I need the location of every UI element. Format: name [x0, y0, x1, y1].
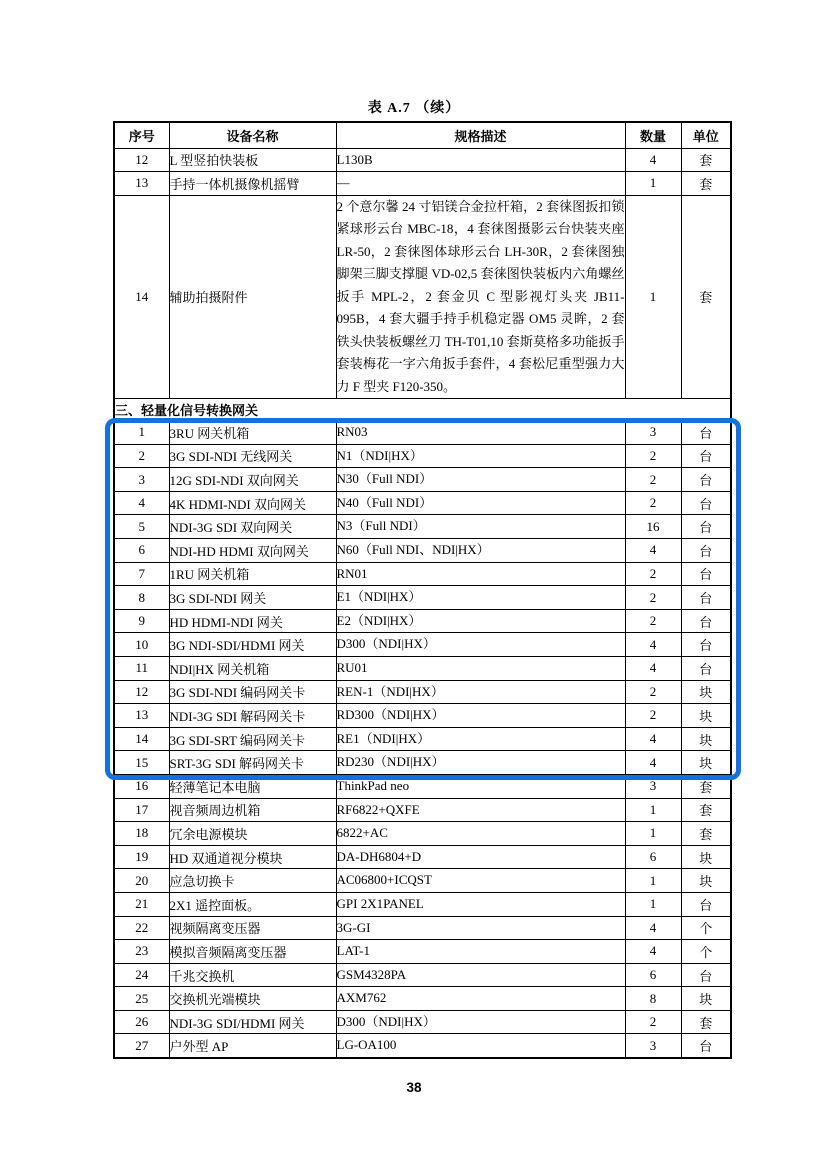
cell-name: NDI-3G SDI 双向网关	[169, 515, 336, 539]
table-row	[114, 845, 731, 869]
cell-name: 应急切换卡	[169, 869, 336, 893]
cell-name: 12G SDI-NDI 双向网关	[169, 468, 336, 492]
table-row	[114, 774, 731, 798]
table-row	[114, 421, 731, 445]
table-row	[114, 468, 731, 492]
cell-unit: 台	[681, 444, 731, 468]
cell-no: 8	[114, 586, 169, 610]
cell-spec: LG-OA100	[336, 1034, 625, 1058]
cell-unit: 台	[681, 1034, 731, 1058]
cell-qty: 4	[625, 916, 681, 940]
cell-spec: D300（NDI|HX）	[336, 1010, 625, 1034]
cell-unit: 套	[681, 798, 731, 822]
column-header-qty: 数量	[625, 122, 681, 148]
table-row	[114, 172, 731, 196]
cell-spec: ThinkPad neo	[336, 774, 625, 798]
cell-name: 交换机光端模块	[169, 987, 336, 1011]
cell-qty: 2	[625, 704, 681, 728]
cell-unit: 套	[681, 822, 731, 846]
cell-spec: RE1（NDI|HX）	[336, 727, 625, 751]
cell-qty: 4	[625, 751, 681, 775]
cell-no: 7	[114, 562, 169, 586]
page-number: 38	[406, 1080, 422, 1095]
cell-no: 11	[114, 656, 169, 680]
cell-no: 13	[114, 172, 169, 196]
cell-no: 12	[114, 148, 169, 172]
table-row	[114, 892, 731, 916]
cell-spec: AC06800+ICQST	[336, 869, 625, 893]
cell-qty: 4	[625, 633, 681, 657]
table-title: 表 A.7 （续）	[367, 101, 461, 116]
cell-name: 辅助拍摄附件	[169, 195, 336, 398]
column-header-name: 设备名称	[169, 122, 336, 148]
cell-no: 19	[114, 845, 169, 869]
cell-qty: 2	[625, 680, 681, 704]
cell-name: 手持一体机摄像机摇臂	[169, 172, 336, 196]
cell-qty: 2	[625, 444, 681, 468]
cell-qty: 2	[625, 586, 681, 610]
cell-qty: 1	[625, 195, 681, 398]
cell-unit: 块	[681, 727, 731, 751]
cell-spec: GSM4328PA	[336, 963, 625, 987]
table-row	[114, 680, 731, 704]
cell-name: 视频隔离变压器	[169, 916, 336, 940]
cell-no: 4	[114, 491, 169, 515]
cell-spec: L130B	[336, 148, 625, 172]
table-row	[114, 704, 731, 728]
cell-name: 3G SDI-NDI 无线网关	[169, 444, 336, 468]
cell-qty: 1	[625, 822, 681, 846]
cell-spec: RD300（NDI|HX）	[336, 704, 625, 728]
cell-no: 12	[114, 680, 169, 704]
cell-name: 2X1 遥控面板。	[169, 892, 336, 916]
cell-spec: AXM762	[336, 987, 625, 1011]
cell-name: L 型竖拍快装板	[169, 148, 336, 172]
rows-bottom	[114, 774, 731, 1058]
cell-spec: REN-1（NDI|HX）	[336, 680, 625, 704]
cell-unit: 台	[681, 539, 731, 563]
table-row	[114, 798, 731, 822]
cell-name: NDI-3G SDI/HDMI 网关	[169, 1010, 336, 1034]
cell-qty: 6	[625, 845, 681, 869]
cell-no: 1	[114, 421, 169, 445]
table-row	[114, 1034, 731, 1058]
cell-unit: 个	[681, 940, 731, 964]
rows-top	[114, 148, 731, 399]
cell-spec: 2 个意尔馨 24 寸铝镁合金拉杆箱，2 套徕图扳扣锁紧球形云台 MBC-18，4 套徕图摄影云台快装夹座 LR-50，2 套徕图体球形云台 LH-30R，2 套徕图独脚架三脚支撑腿 VD-02,5 套徕图快装板内六角螺丝扳手 MPL-2，2 套金贝 C 型影视灯头夹 JB11-095B，4 套大疆手持手机稳定器 OM5 灵眸，2 套铁头快装板螺丝刀 TH-T01,10 套斯莫格多功能扳手套装梅花一字六角扳手套件，4 套松尼重型强力大力 F 型夹 F120-350。	[336, 195, 625, 398]
cell-no: 6	[114, 539, 169, 563]
cell-no: 15	[114, 751, 169, 775]
cell-qty: 3	[625, 1034, 681, 1058]
cell-no: 14	[114, 195, 169, 398]
cell-qty: 3	[625, 421, 681, 445]
cell-unit: 台	[681, 468, 731, 492]
table-row	[114, 586, 731, 610]
table-row	[114, 491, 731, 515]
cell-no: 23	[114, 940, 169, 964]
cell-unit: 台	[681, 633, 731, 657]
column-header-no: 序号	[114, 122, 169, 148]
table-row	[114, 656, 731, 680]
cell-unit: 套	[681, 148, 731, 172]
section-header: 三、轻量化信号转换网关	[114, 399, 731, 421]
cell-unit: 台	[681, 609, 731, 633]
cell-no: 22	[114, 916, 169, 940]
table-row	[114, 963, 731, 987]
cell-name: 4K HDMI-NDI 双向网关	[169, 491, 336, 515]
cell-unit: 台	[681, 656, 731, 680]
section-header-row	[114, 399, 731, 421]
cell-qty: 6	[625, 963, 681, 987]
cell-name: 3G NDI-SDI/HDMI 网关	[169, 633, 336, 657]
cell-spec: RD230（NDI|HX）	[336, 751, 625, 775]
cell-spec: N1（NDI|HX）	[336, 444, 625, 468]
table-row	[114, 562, 731, 586]
cell-spec: N30（Full NDI）	[336, 468, 625, 492]
cell-unit: 块	[681, 987, 731, 1011]
cell-spec: N60（Full NDI、NDI|HX）	[336, 539, 625, 563]
cell-no: 17	[114, 798, 169, 822]
section-header-group	[114, 399, 731, 421]
cell-spec: RN01	[336, 562, 625, 586]
cell-qty: 16	[625, 515, 681, 539]
cell-no: 24	[114, 963, 169, 987]
table-row	[114, 633, 731, 657]
cell-spec: E2（NDI|HX）	[336, 609, 625, 633]
cell-name: HD HDMI-NDI 网关	[169, 609, 336, 633]
cell-unit: 块	[681, 845, 731, 869]
cell-name: 3G SDI-NDI 网关	[169, 586, 336, 610]
cell-unit: 台	[681, 491, 731, 515]
cell-qty: 4	[625, 940, 681, 964]
cell-unit: 块	[681, 751, 731, 775]
cell-spec: DA-DH6804+D	[336, 845, 625, 869]
cell-no: 9	[114, 609, 169, 633]
table-row	[114, 869, 731, 893]
cell-unit: 台	[681, 515, 731, 539]
column-header-unit: 单位	[681, 122, 731, 148]
cell-name: 视音频周边机箱	[169, 798, 336, 822]
cell-qty: 4	[625, 656, 681, 680]
cell-qty: 2	[625, 562, 681, 586]
cell-unit: 块	[681, 680, 731, 704]
cell-qty: 4	[625, 148, 681, 172]
cell-no: 16	[114, 774, 169, 798]
rows-highlighted	[114, 421, 731, 775]
cell-spec: GPI 2X1PANEL	[336, 892, 625, 916]
cell-name: SRT-3G SDI 解码网关卡	[169, 751, 336, 775]
equipment-table	[113, 121, 732, 1059]
cell-unit: 块	[681, 704, 731, 728]
cell-no: 26	[114, 1010, 169, 1034]
cell-spec: RN03	[336, 421, 625, 445]
cell-no: 20	[114, 869, 169, 893]
cell-unit: 台	[681, 963, 731, 987]
cell-qty: 1	[625, 869, 681, 893]
table-row	[114, 444, 731, 468]
cell-name: 3G SDI-SRT 编码网关卡	[169, 727, 336, 751]
cell-no: 21	[114, 892, 169, 916]
cell-spec: LAT-1	[336, 940, 625, 964]
cell-qty: 2	[625, 1010, 681, 1034]
cell-qty: 4	[625, 539, 681, 563]
cell-name: NDI-3G SDI 解码网关卡	[169, 704, 336, 728]
cell-qty: 3	[625, 774, 681, 798]
column-header-spec: 规格描述	[336, 122, 625, 148]
cell-spec: RF6822+QXFE	[336, 798, 625, 822]
table-row	[114, 727, 731, 751]
cell-spec: 6822+AC	[336, 822, 625, 846]
cell-unit: 台	[681, 562, 731, 586]
cell-spec: —	[336, 172, 625, 196]
table-row	[114, 822, 731, 846]
cell-name: HD 双通道视分模块	[169, 845, 336, 869]
cell-spec: E1（NDI|HX）	[336, 586, 625, 610]
cell-qty: 1	[625, 798, 681, 822]
cell-spec: N40（Full NDI）	[336, 491, 625, 515]
table-row	[114, 195, 731, 398]
cell-no: 3	[114, 468, 169, 492]
cell-unit: 套	[681, 774, 731, 798]
cell-no: 2	[114, 444, 169, 468]
cell-unit: 套	[681, 195, 731, 398]
cell-spec: N3（Full NDI）	[336, 515, 625, 539]
cell-qty: 2	[625, 609, 681, 633]
cell-unit: 台	[681, 586, 731, 610]
cell-name: 3G SDI-NDI 编码网关卡	[169, 680, 336, 704]
cell-no: 5	[114, 515, 169, 539]
cell-qty: 2	[625, 491, 681, 515]
cell-no: 27	[114, 1034, 169, 1058]
table-row	[114, 987, 731, 1011]
table-row	[114, 148, 731, 172]
cell-qty: 2	[625, 468, 681, 492]
cell-name: 冗余电源模块	[169, 822, 336, 846]
cell-no: 14	[114, 727, 169, 751]
cell-qty: 1	[625, 172, 681, 196]
cell-no: 25	[114, 987, 169, 1011]
cell-name: 模拟音频隔离变压器	[169, 940, 336, 964]
cell-qty: 1	[625, 892, 681, 916]
cell-name: 户外型 AP	[169, 1034, 336, 1058]
cell-no: 10	[114, 633, 169, 657]
cell-spec: D300（NDI|HX）	[336, 633, 625, 657]
table-row	[114, 539, 731, 563]
cell-spec: RU01	[336, 656, 625, 680]
cell-no: 18	[114, 822, 169, 846]
cell-name: NDI-HD HDMI 双向网关	[169, 539, 336, 563]
cell-name: 轻薄笔记本电脑	[169, 774, 336, 798]
cell-name: 千兆交换机	[169, 963, 336, 987]
cell-unit: 个	[681, 916, 731, 940]
cell-name: 1RU 网关机箱	[169, 562, 336, 586]
cell-spec: 3G-GI	[336, 916, 625, 940]
table-row	[114, 1010, 731, 1034]
cell-unit: 套	[681, 172, 731, 196]
cell-qty: 4	[625, 727, 681, 751]
cell-unit: 台	[681, 892, 731, 916]
cell-unit: 台	[681, 421, 731, 445]
cell-name: NDI|HX 网关机箱	[169, 656, 336, 680]
table-row	[114, 916, 731, 940]
table-row	[114, 940, 731, 964]
cell-unit: 套	[681, 1010, 731, 1034]
table-row	[114, 751, 731, 775]
table-header-row	[114, 122, 731, 148]
cell-name: 3RU 网关机箱	[169, 421, 336, 445]
cell-no: 13	[114, 704, 169, 728]
cell-qty: 8	[625, 987, 681, 1011]
table-row	[114, 609, 731, 633]
cell-unit: 块	[681, 869, 731, 893]
table-row	[114, 515, 731, 539]
